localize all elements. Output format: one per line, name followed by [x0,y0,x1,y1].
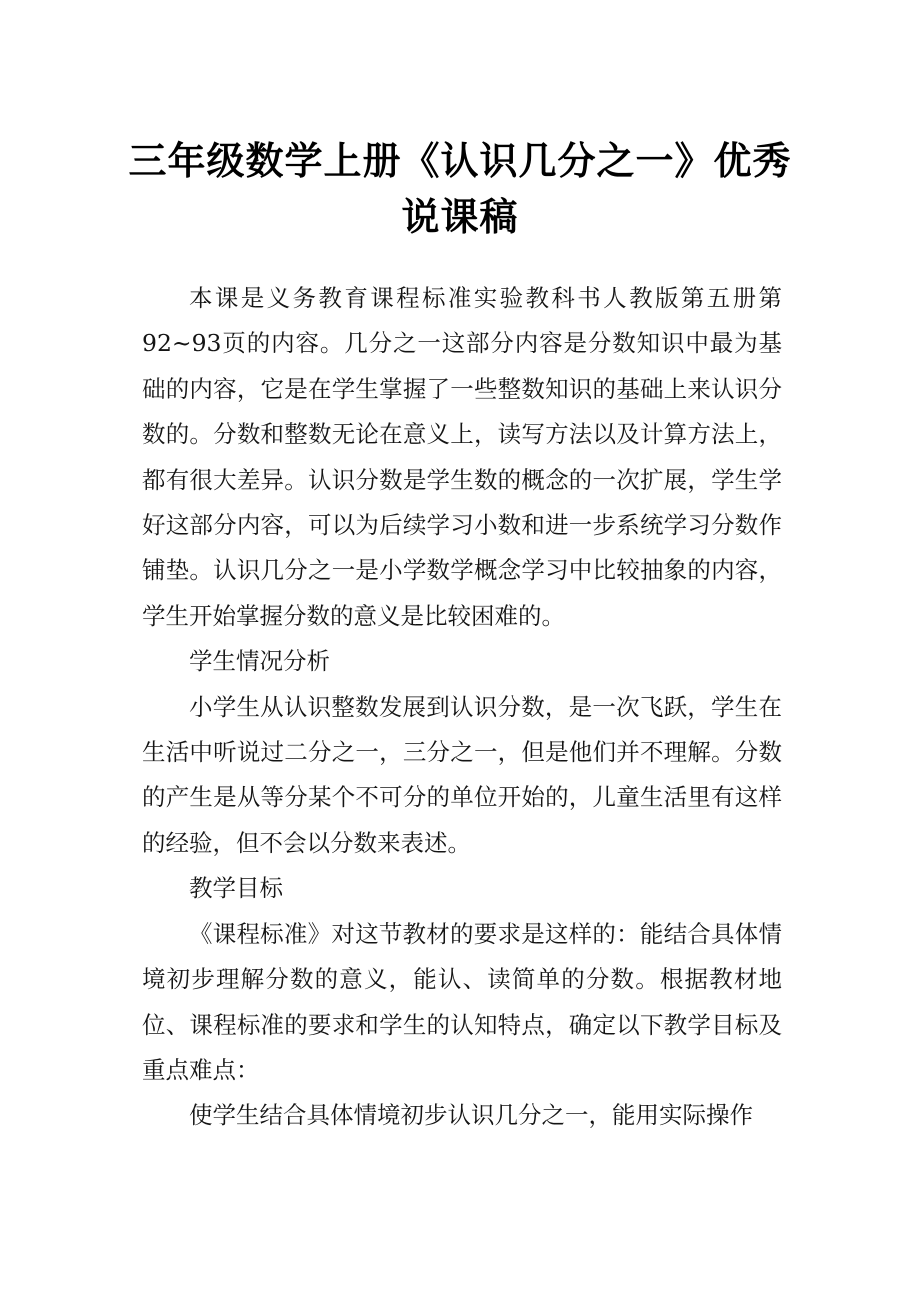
document-body [142,276,782,1139]
document-title [120,133,800,245]
paragraph-student-analysis: 小学生从认识整数发展到认识分数，是一次飞跃，学生在生活中听说过二分之一，三分之一，但是他们并不理解。分数的产生是从等分某个不可分的单位开始的，儿童生活里有这样的经验，但不会以分数来表述。 [142,692,782,857]
section-heading-teaching-goals: 教学目标 [189,874,283,903]
section-heading-student-analysis: 学生情况分析 [189,647,330,676]
paragraph-curriculum-standard: 《课程标准》对这节教材的要求是这样的：能结合具体情境初步理解分数的意义，能认、读简单的分数。根据教材地位、课程标准的要求和学生的认知特点，确定以下教学目标及重点难点： [142,919,782,1084]
title-line-2: 说课稿 [401,195,519,240]
title-line-1: 三年级数学上册《认识几分之一》优秀 [128,139,792,184]
paragraph-goal-item: 使学生结合具体情境初步认识几分之一，能用实际操作 [189,1101,753,1130]
paragraph-intro: 本课是义务教育课程标准实验教科书人教版第五册第92~93页的内容。几分之一这部分内容是分数知识中最为基础的内容，它是在学生掌握了一些整数知识的基础上来认识分数的。分数和整数无论在意义上，读写方法以及计算方法上，都有很大差异。认识分数是学生数的概念的一次扩展，学生学好这部分内容，可以为后续学习小数和进一步系统学习分数作铺垫。认识几分之一是小学数学概念学习中比较抽象的内容，学生开始掌握分数的意义是比较困难的。 [142,284,782,630]
